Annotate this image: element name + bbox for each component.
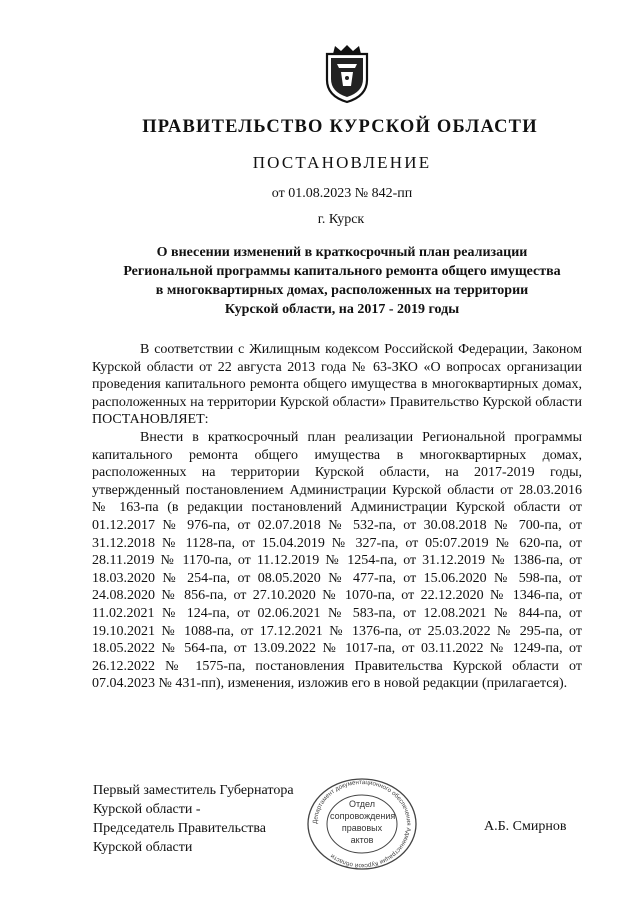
stamp-center-line: актов [350, 835, 374, 845]
body-paragraph-decision: Внести в краткосрочный план реализации Региональной программы капитального ремонта общего имущества в многоквартирных домах, расположенных на территории Курской области, на 2017-2019 годы, утвержденный постановлением Администрации Курской области от 28.03.2016 № 163-па (в редакции постановлений Администрации Курской области от 01.12.2017 № 976-па, от 02.07.2018 № 532-па, от 30.08.2018 № 700-па, от 31.12.2018 № 1128-па, от 15.04.2019 № 327-па, от 05:07.2019 № 620-па, от 28.11.2019 № 1170-па, от 11.12.2019 № 1254-па, от 31.12.2019 № 1386-па, от 18.03.2020 № 254-па, от 08.05.2020 № 477-па, от 15.06.2020 № 598-па, от 24.08.2020 № 856-па, от 27.10.2020 № 1070-па, от 22.12.2020 № 1346-па, от 11.02.2021 № 124-па, от 02.06.2021 № 583-па, от 12.08.2021 № 844-па, от 19.10.2021 № 1088-па, от 17.12.2021 № 1376-па, от 25.03.2022 № 295-па, от 18.05.2022 № 564-па, от 13.09.2022 № 1017-па, от 03.11.2022 № 1249-па, от 26.12.2022 № 1575-па, постановления Правительства Курской области от 07.04.2023 № 431-пп), изменения, изложив его в новой редакции (прилагается). [92, 429, 582, 692]
document-body [92, 341, 582, 693]
document-subject [92, 243, 592, 319]
signer-position [93, 781, 294, 857]
document-city: г. Курск [317, 212, 365, 227]
subject-line: в многоквартирных домах, расположенных на территории [155, 283, 529, 298]
stamp-center-line: сопровождения [330, 811, 396, 821]
subject-line: Региональной программы капитального ремонта общего имущества [123, 264, 561, 279]
subject-line: Курской области, на 2017 - 2019 годы [224, 302, 460, 317]
signer-position-line: Первый заместитель Губернатора [93, 783, 294, 798]
stamp-ring-text: Департамент документационного обеспечения Администрации Курской области [311, 778, 413, 870]
signer-position-line: Курской области [93, 840, 193, 855]
document-type: ПОСТАНОВЛЕНИЕ [252, 153, 432, 172]
stamp-center-line: Отдел [348, 799, 376, 809]
stamp-center-text [330, 798, 394, 846]
coat-of-arms-emblem [321, 42, 373, 104]
government-title: ПРАВИТЕЛЬСТВО КУРСКОЙ ОБЛАСТИ [142, 117, 538, 137]
subject-line: О внесении изменений в краткосрочный план реализации [156, 245, 528, 260]
signer-name: А.Б. Смирнов [484, 819, 567, 834]
signer-position-line: Председатель Правительства [93, 821, 266, 836]
stamp-center-line: правовых [341, 823, 383, 833]
document-date-number: от 01.08.2023 № 842-пп [271, 186, 413, 201]
body-paragraph-preamble: В соответствии с Жилищным кодексом Российской Федерации, Законом Курской области от 22 августа 2013 года № 63-ЗКО «О вопросах организации проведения капитального ремонта общего имущества в многоквартирных домах, расположенных на территории Курской области» Правительство Курской области ПОСТАНОВЛЯЕТ: [92, 342, 582, 428]
signer-position-line: Курской области - [93, 802, 201, 817]
